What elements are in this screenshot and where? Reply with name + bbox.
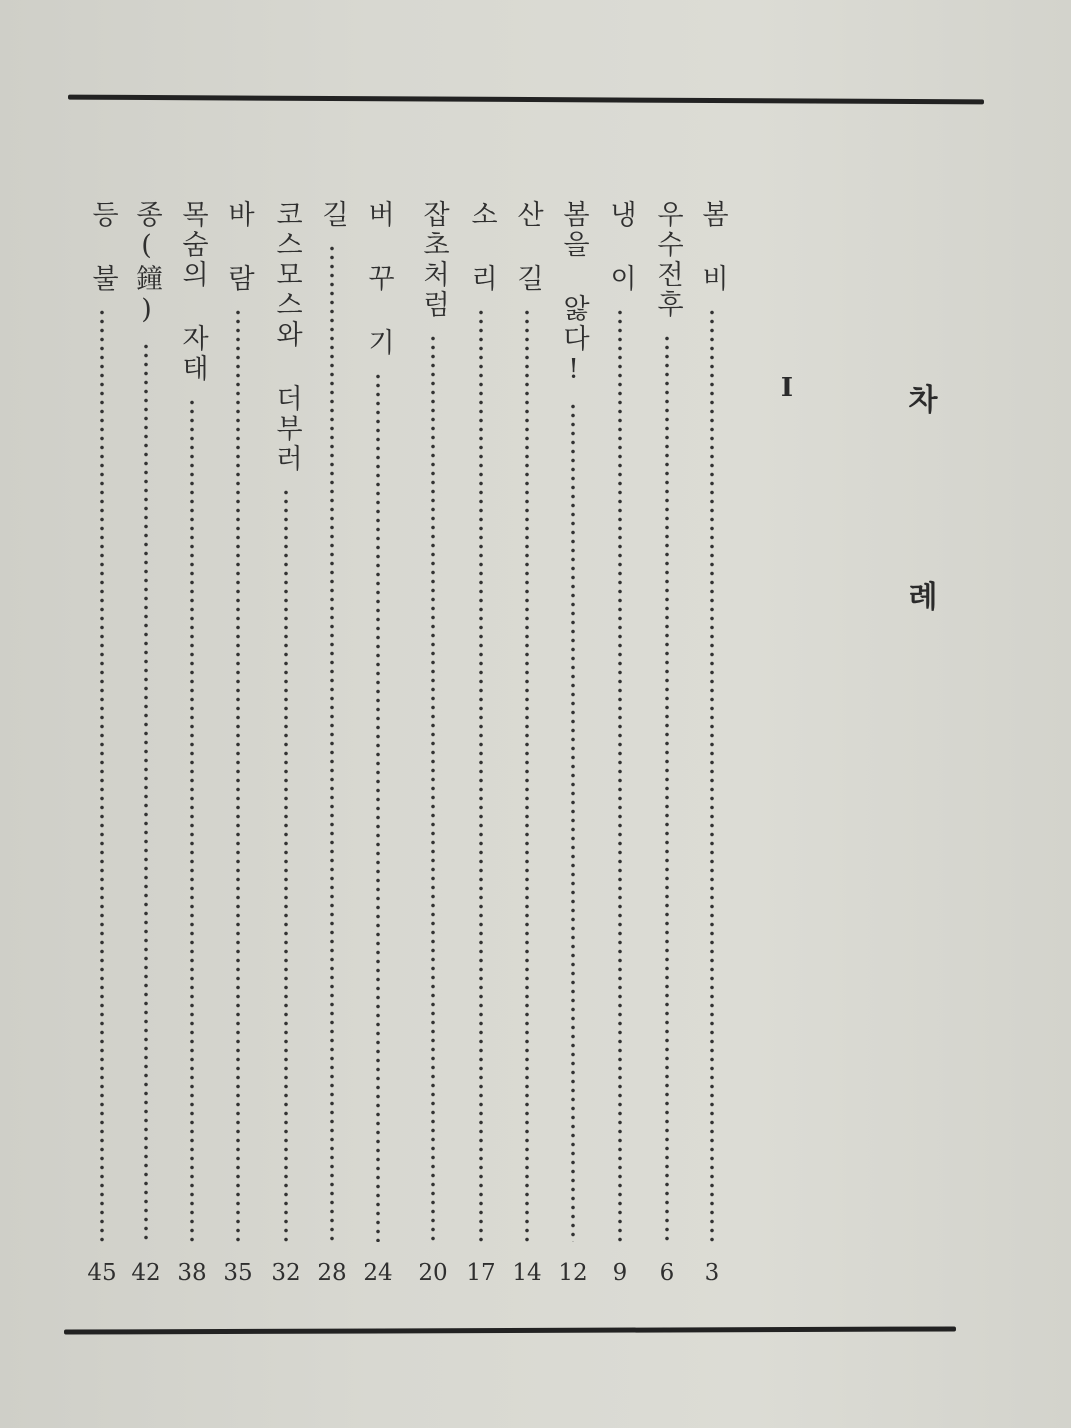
toc-entry-title: 버 꾸 기 bbox=[363, 200, 394, 358]
toc-leader-dots bbox=[376, 372, 380, 1242]
toc-entry-page-number: 35 bbox=[223, 1260, 253, 1286]
toc-entry-page-number: 24 bbox=[363, 1260, 393, 1286]
toc-leader-dots bbox=[665, 334, 669, 1242]
toc-entry[interactable] bbox=[358, 200, 398, 1295]
toc-entry[interactable] bbox=[126, 200, 166, 1295]
toc-leader-dots bbox=[571, 402, 575, 1242]
toc-entry-page-number: 28 bbox=[317, 1260, 347, 1286]
toc-entry-title: 코스모스와 더부러 bbox=[271, 200, 302, 474]
toc-leader-dots bbox=[330, 244, 334, 1242]
toc-entry-page-number: 32 bbox=[271, 1260, 301, 1286]
toc-entry-page-number: 38 bbox=[177, 1260, 207, 1286]
toc-entry[interactable] bbox=[218, 200, 258, 1295]
toc-entry-title: 잡초처럼 bbox=[418, 200, 449, 320]
toc-leader-dots bbox=[618, 308, 622, 1242]
toc-entry-title: 우수전후 bbox=[652, 200, 683, 320]
toc-entry-page-number: 14 bbox=[512, 1260, 542, 1286]
toc-entry[interactable] bbox=[312, 200, 352, 1295]
toc-entry-title: 봄을 앓다! bbox=[558, 200, 589, 388]
toc-entry[interactable] bbox=[172, 200, 212, 1295]
toc-entry-title: 산 길 bbox=[512, 200, 543, 294]
toc-entry-title: 등 불 bbox=[87, 200, 118, 294]
toc-entry-page-number: 20 bbox=[418, 1260, 448, 1286]
toc-leader-dots bbox=[236, 308, 240, 1242]
toc-entry-title: 목숨의 자태 bbox=[177, 200, 208, 384]
contents-heading-char-1: 차 bbox=[908, 383, 938, 418]
toc-entry[interactable] bbox=[266, 200, 306, 1295]
toc-leader-dots bbox=[431, 334, 435, 1242]
toc-leader-dots bbox=[710, 308, 714, 1242]
toc-entry[interactable] bbox=[600, 200, 640, 1295]
toc-entry-page-number: 3 bbox=[704, 1260, 720, 1286]
toc-leader-dots bbox=[525, 308, 529, 1242]
toc-entry-title: 봄 비 bbox=[697, 200, 728, 294]
toc-entry-page-number: 42 bbox=[131, 1260, 161, 1286]
toc-entry[interactable] bbox=[647, 200, 687, 1295]
top-rule bbox=[68, 95, 984, 105]
toc-entry-page-number: 12 bbox=[558, 1260, 588, 1286]
toc-entry-page-number: 45 bbox=[87, 1260, 117, 1286]
toc-entry-page-number: 17 bbox=[466, 1260, 496, 1286]
toc-entry[interactable] bbox=[507, 200, 547, 1295]
contents-heading-char-2: 례 bbox=[908, 580, 938, 615]
toc-entry[interactable] bbox=[413, 200, 453, 1295]
toc-leader-dots bbox=[479, 308, 483, 1242]
toc-entry[interactable] bbox=[692, 200, 732, 1295]
toc-entry-title: 바 람 bbox=[223, 200, 254, 294]
toc-leader-dots bbox=[284, 488, 288, 1242]
toc-entry[interactable] bbox=[553, 200, 593, 1295]
toc-leader-dots bbox=[100, 308, 104, 1242]
section-number: I bbox=[780, 373, 794, 403]
toc-entry[interactable] bbox=[82, 200, 122, 1295]
toc-leader-dots bbox=[144, 342, 148, 1242]
toc-entry-page-number: 6 bbox=[659, 1260, 675, 1286]
bottom-rule bbox=[64, 1326, 956, 1334]
toc-entry-title: 길 bbox=[317, 200, 348, 230]
toc-entry-page-number: 9 bbox=[612, 1260, 628, 1286]
toc-entry-title: 소 리 bbox=[466, 200, 497, 294]
toc-entry-title: 종(鐘) bbox=[131, 200, 162, 328]
toc-leader-dots bbox=[190, 398, 194, 1242]
toc-entry[interactable] bbox=[461, 200, 501, 1295]
toc-entry-title: 냉 이 bbox=[605, 200, 636, 294]
